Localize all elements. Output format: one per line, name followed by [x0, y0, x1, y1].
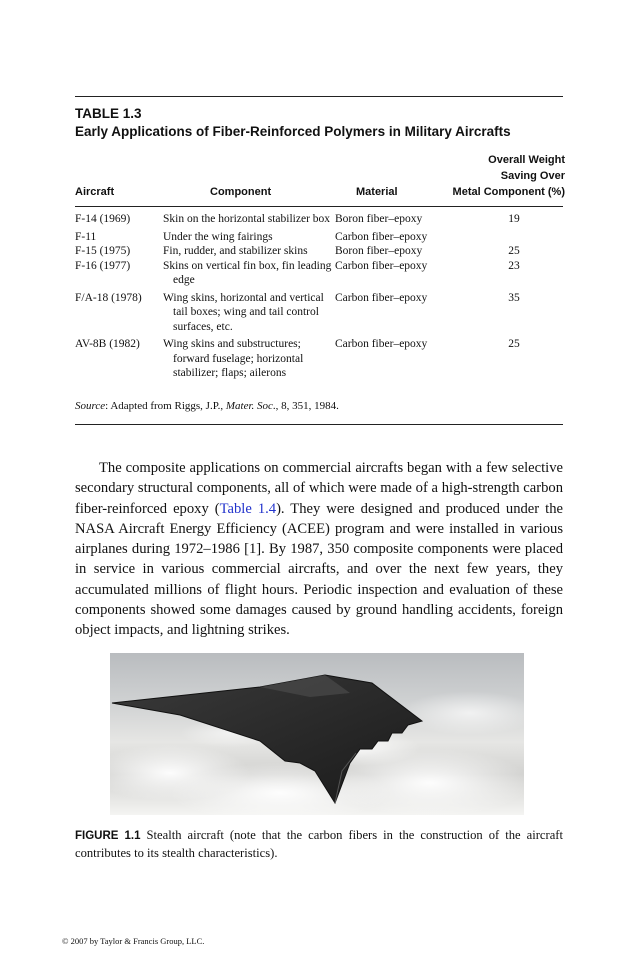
cell-material: Carbon fiber–epoxy — [335, 259, 428, 272]
cell-saving: 25 — [508, 245, 520, 257]
cell-saving: 25 — [508, 338, 520, 350]
table-title: Early Applications of Fiber-Reinforced Polymers in Military Aircrafts — [75, 124, 511, 139]
cell-component: Skins on vertical fin box, fin leading edge — [163, 259, 332, 286]
cell-saving — [465, 230, 549, 245]
table-body — [75, 212, 563, 384]
cell-material: Carbon fiber–epoxy — [335, 291, 428, 304]
body-paragraph — [75, 458, 563, 641]
cell-material: Boron fiber–epoxy — [335, 213, 423, 225]
cell-material: Boron fiber–epoxy — [335, 245, 423, 257]
table-bottom-rule — [75, 424, 563, 425]
table-row — [75, 259, 563, 288]
cell-saving: 19 — [508, 213, 520, 225]
source-text-before: : Adapted from Riggs, J.P., — [105, 400, 226, 412]
figure-caption — [75, 827, 563, 861]
cell-aircraft: AV-8B (1982) — [75, 338, 140, 350]
table-row — [75, 244, 563, 259]
table-row — [75, 337, 563, 381]
header-saving-line3: Metal Component (%) — [452, 186, 565, 198]
table-row — [75, 212, 563, 227]
copyright-footer: © 2007 by Taylor & Francis Group, LLC. — [62, 936, 205, 946]
cell-aircraft: F-14 (1969) — [75, 213, 131, 225]
figure-label: FIGURE 1.1 — [75, 830, 141, 842]
table-top-rule — [75, 96, 563, 97]
stealth-aircraft-photo — [110, 653, 524, 815]
table-label: TABLE 1.3 — [75, 106, 142, 121]
source-text-after: ., 8, 351, 1984. — [272, 400, 339, 412]
cell-component: Under the wing fairings — [163, 230, 273, 243]
body-text-before: The composite applications on commercial aircrafts began with a few selective secondary structural components, all of which were made of a high-strength carbon fiber-reinforced epoxy ( — [75, 460, 563, 517]
cell-aircraft: F-15 (1975) — [75, 245, 131, 257]
header-weight-saving — [445, 152, 565, 200]
header-aircraft: Aircraft — [75, 186, 115, 198]
cell-aircraft: F/A-18 (1978) — [75, 291, 142, 304]
table-1-4-link[interactable]: Table 1.4 — [219, 500, 277, 517]
header-saving-line2: Saving Over — [500, 170, 565, 182]
cell-component: Wing skins, horizontal and vertical tail boxes; wing and tail control surfaces, etc. — [163, 291, 324, 333]
cell-component: Wing skins and substructures; forward fuselage; horizontal stabilizer; flaps; ailerons — [163, 338, 304, 379]
aircraft-illustration — [110, 653, 524, 815]
source-journal: Mater. Soc — [225, 400, 273, 412]
figure-caption-text: Stealth aircraft (note that the carbon fibers in the construction of the aircraft contributes to its stealth characteristics). — [75, 828, 563, 860]
cell-aircraft: F-11 — [75, 230, 97, 243]
cell-saving: 35 — [508, 291, 520, 304]
cell-material: Carbon fiber–epoxy — [335, 230, 428, 243]
cell-aircraft: F-16 (1977) — [75, 259, 131, 272]
cell-material: Carbon fiber–epoxy — [335, 338, 428, 350]
header-material: Material — [356, 186, 398, 198]
cell-component: Fin, rudder, and stabilizer skins — [163, 245, 308, 257]
header-component: Component — [210, 186, 272, 198]
header-saving-line1: Overall Weight — [488, 154, 565, 166]
table-source-note — [75, 400, 339, 412]
body-text-after: ). They were designed and produced under the NASA Aircraft Energy Efficiency (ACEE) program and were installed in various airplanes during 1972–1986 [1]. By 1987, 350 composite components were placed in service in various commercial aircrafts, and over the next few years, they accumulated millions of flight hours. Periodic inspection and evaluation of these components showed some damages caused by ground handling accidents, foreign object impacts, and lightning strikes. — [75, 500, 563, 639]
cell-saving: 23 — [508, 259, 520, 272]
cell-component: Skin on the horizontal stabilizer box — [163, 213, 331, 225]
table-header-rule — [75, 206, 563, 207]
table-row — [75, 230, 563, 245]
source-label: Source — [75, 400, 106, 412]
table-row — [75, 291, 563, 335]
